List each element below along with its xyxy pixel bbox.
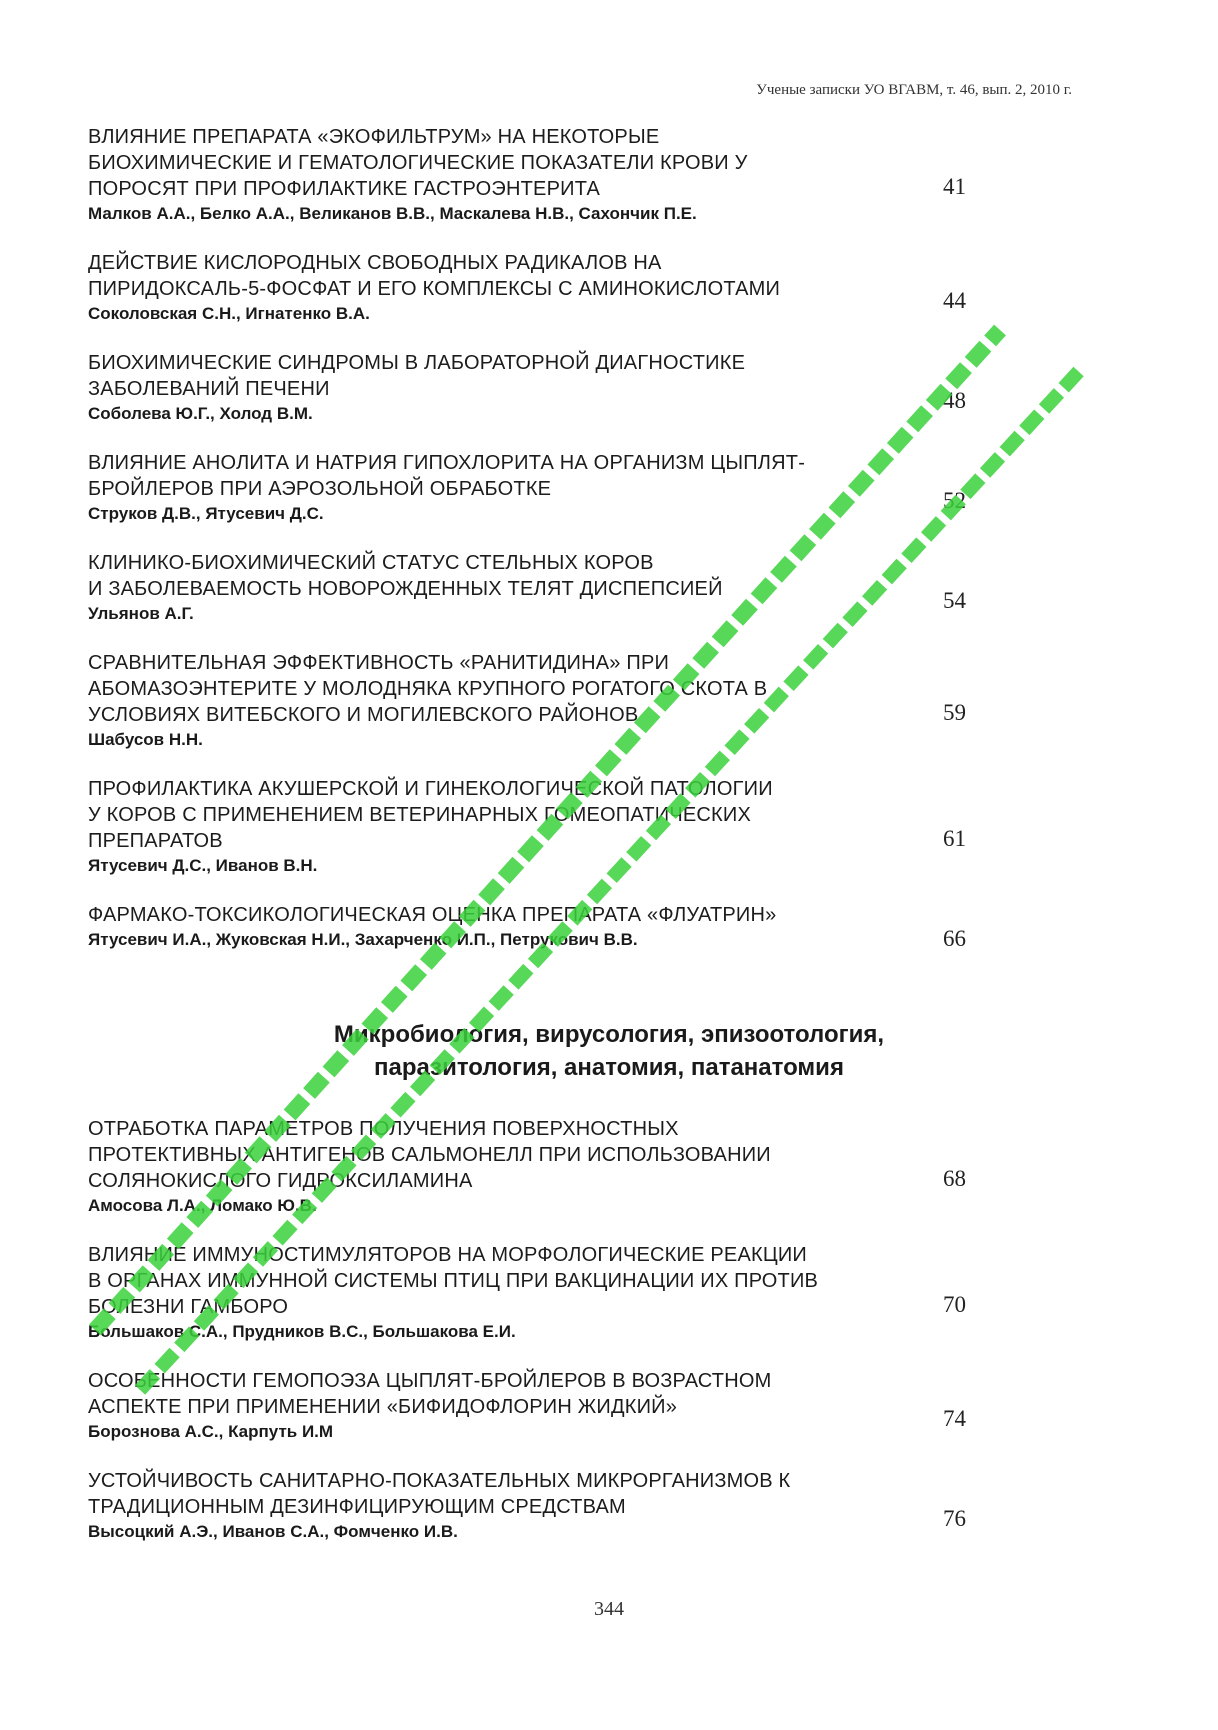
entry-title-line: УСТОЙЧИВОСТЬ САНИТАРНО-ПОКАЗАТЕЛЬНЫХ МИКРОРГАНИЗМОВ К (88, 1470, 791, 1492)
entry-title-line: В ОРГАНАХ ИММУННОЙ СИСТЕМЫ ПТИЦ ПРИ ВАКЦИНАЦИИ ИХ ПРОТИВ (88, 1270, 819, 1292)
entry-title-line: КЛИНИКО-БИОХИМИЧЕСКИЙ СТАТУС СТЕЛЬНЫХ КОРОВ (88, 552, 654, 574)
entry-page-number: 54 (943, 588, 966, 613)
entry-page-number: 74 (943, 1406, 966, 1431)
entry-title-line: ДЕЙСТВИЕ КИСЛОРОДНЫХ СВОБОДНЫХ РАДИКАЛОВ НА (88, 252, 662, 274)
entry-title-line: У КОРОВ С ПРИМЕНЕНИЕМ ВЕТЕРИНАРНЫХ ГОМЕОПАТИЧЕСКИХ (88, 804, 752, 826)
entry-authors: Соболева Ю.Г., Холод В.М. (88, 404, 313, 423)
entry-page-number: 48 (943, 388, 966, 413)
entry-authors: Малков А.А., Белко А.А., Великанов В.В., Маскалева Н.В., Сахончик П.Е. (88, 204, 697, 223)
entry-title-line: И ЗАБОЛЕВАЕМОСТЬ НОВОРОЖДЕННЫХ ТЕЛЯТ ДИСПЕПСИЕЙ (88, 578, 723, 600)
entry-title-line: АБОМАЗОЭНТЕРИТЕ У МОЛОДНЯКА КРУПНОГО РОГАТОГО СКОТА В (88, 678, 768, 700)
entry-title-line: ТРАДИЦИОННЫМ ДЕЗИНФИЦИРУЮЩИМ СРЕДСТВАМ (88, 1496, 626, 1518)
entry-authors: Амосова Л.А., Ломако Ю.В. (88, 1196, 317, 1215)
entry-title-line: АСПЕКТЕ ПРИ ПРИМЕНЕНИИ «БИФИДОФЛОРИН ЖИДКИЙ» (88, 1396, 678, 1418)
entry-authors: Ульянов А.Г. (88, 604, 194, 623)
section-heading-line: Микробиология, вирусология, эпизоотология, (333, 1021, 885, 1048)
entry-title-line: ФАРМАКО-ТОКСИКОЛОГИЧЕСКАЯ ОЦЕНКА ПРЕПАРАТА «ФЛУАТРИН» (88, 904, 777, 926)
entry-page-number: 68 (943, 1166, 966, 1191)
entry-authors: Борознова А.С., Карпуть И.М (88, 1422, 334, 1441)
entry-title-line: ПИРИДОКСАЛЬ-5-ФОСФАТ И ЕГО КОМПЛЕКСЫ С АМИНОКИСЛОТАМИ (88, 278, 781, 300)
watermark-stripe (95, 330, 1000, 1330)
section-heading-line: паразитология, анатомия, патанатомия (374, 1054, 844, 1081)
entry-title-line: СОЛЯНОКИСЛОГО ГИДРОКСИЛАМИНА (88, 1170, 473, 1192)
entry-page-number: 59 (943, 700, 966, 725)
entry-title-line: БИОХИМИЧЕСКИЕ СИНДРОМЫ В ЛАБОРАТОРНОЙ ДИАГНОСТИКЕ (88, 352, 746, 374)
entry-title-line: ПРЕПАРАТОВ (88, 830, 223, 852)
entry-page-number: 44 (943, 288, 966, 313)
entry-title-line: ВЛИЯНИЕ АНОЛИТА И НАТРИЯ ГИПОХЛОРИТА НА ОРГАНИЗМ ЦЫПЛЯТ- (88, 452, 806, 474)
entry-title-line: ПРОТЕКТИВНЫХ АНТИГЕНОВ САЛЬМОНЕЛЛ ПРИ ИСПОЛЬЗОВАНИИ (88, 1144, 771, 1166)
entry-page-number: 70 (943, 1292, 966, 1317)
entry-title-line: СРАВНИТЕЛЬНАЯ ЭФФЕКТИВНОСТЬ «РАНИТИДИНА» ПРИ (88, 652, 670, 674)
entry-page-number: 61 (943, 826, 966, 851)
entry-authors: Ятусевич И.А., Жуковская Н.И., Захарченко И.П., Петрукович В.В. (88, 930, 638, 949)
entry-authors: Высоцкий А.Э., Иванов С.А., Фомченко И.В. (88, 1522, 458, 1541)
entry-title-line: ОТРАБОТКА ПАРАМЕТРОВ ПОЛУЧЕНИЯ ПОВЕРХНОСТНЫХ (88, 1118, 679, 1140)
watermark-stripe (140, 370, 1080, 1390)
entry-authors: Струков Д.В., Ятусевич Д.С. (88, 504, 324, 523)
entry-authors: Ятусевич Д.С., Иванов В.Н. (88, 856, 318, 875)
entry-page-number: 41 (943, 174, 966, 199)
entry-title-line: БРОЙЛЕРОВ ПРИ АЭРОЗОЛЬНОЙ ОБРАБОТКЕ (88, 478, 552, 500)
entry-page-number: 66 (943, 926, 966, 951)
entry-title-line: ОСОБЕННОСТИ ГЕМОПОЭЗА ЦЫПЛЯТ-БРОЙЛЕРОВ В ВОЗРАСТНОМ (88, 1370, 772, 1392)
entry-title-line: ПРОФИЛАКТИКА АКУШЕРСКОЙ И ГИНЕКОЛОГИЧЕСКОЙ ПАТОЛОГИИ (88, 778, 773, 800)
page-number-footer: 344 (594, 1598, 624, 1620)
entry-title-line: ВЛИЯНИЕ ПРЕПАРАТА «ЭКОФИЛЬТРУМ» НА НЕКОТОРЫЕ (88, 126, 660, 148)
entry-authors: Соколовская С.Н., Игнатенко В.А. (88, 304, 370, 323)
entry-title-line: ЗАБОЛЕВАНИЙ ПЕЧЕНИ (88, 378, 330, 400)
entry-title-line: БИОХИМИЧЕСКИЕ И ГЕМАТОЛОГИЧЕСКИЕ ПОКАЗАТЕЛИ КРОВИ У (88, 152, 748, 174)
entry-page-number: 76 (943, 1506, 966, 1531)
entry-authors: Шабусов Н.Н. (88, 730, 203, 749)
entry-authors: Большаков С.А., Прудников В.С., Большакова Е.И. (88, 1322, 516, 1341)
entry-title-line: УСЛОВИЯХ ВИТЕБСКОГО И МОГИЛЕВСКОГО РАЙОНОВ (88, 704, 639, 726)
watermark-stripe-group (95, 330, 1080, 1390)
entry-title-line: БОЛЕЗНИ ГАМБОРО (88, 1296, 289, 1318)
entry-page-number: 52 (943, 488, 966, 513)
running-header: Ученые записки УО ВГАВМ, т. 46, вып. 2, 2010 г. (756, 82, 1072, 98)
entry-title-line: ПОРОСЯТ ПРИ ПРОФИЛАКТИКЕ ГАСТРОЭНТЕРИТА (88, 178, 600, 200)
entry-title-line: ВЛИЯНИЕ ИММУНОСТИМУЛЯТОРОВ НА МОРФОЛОГИЧЕСКИЕ РЕАКЦИИ (88, 1244, 807, 1266)
